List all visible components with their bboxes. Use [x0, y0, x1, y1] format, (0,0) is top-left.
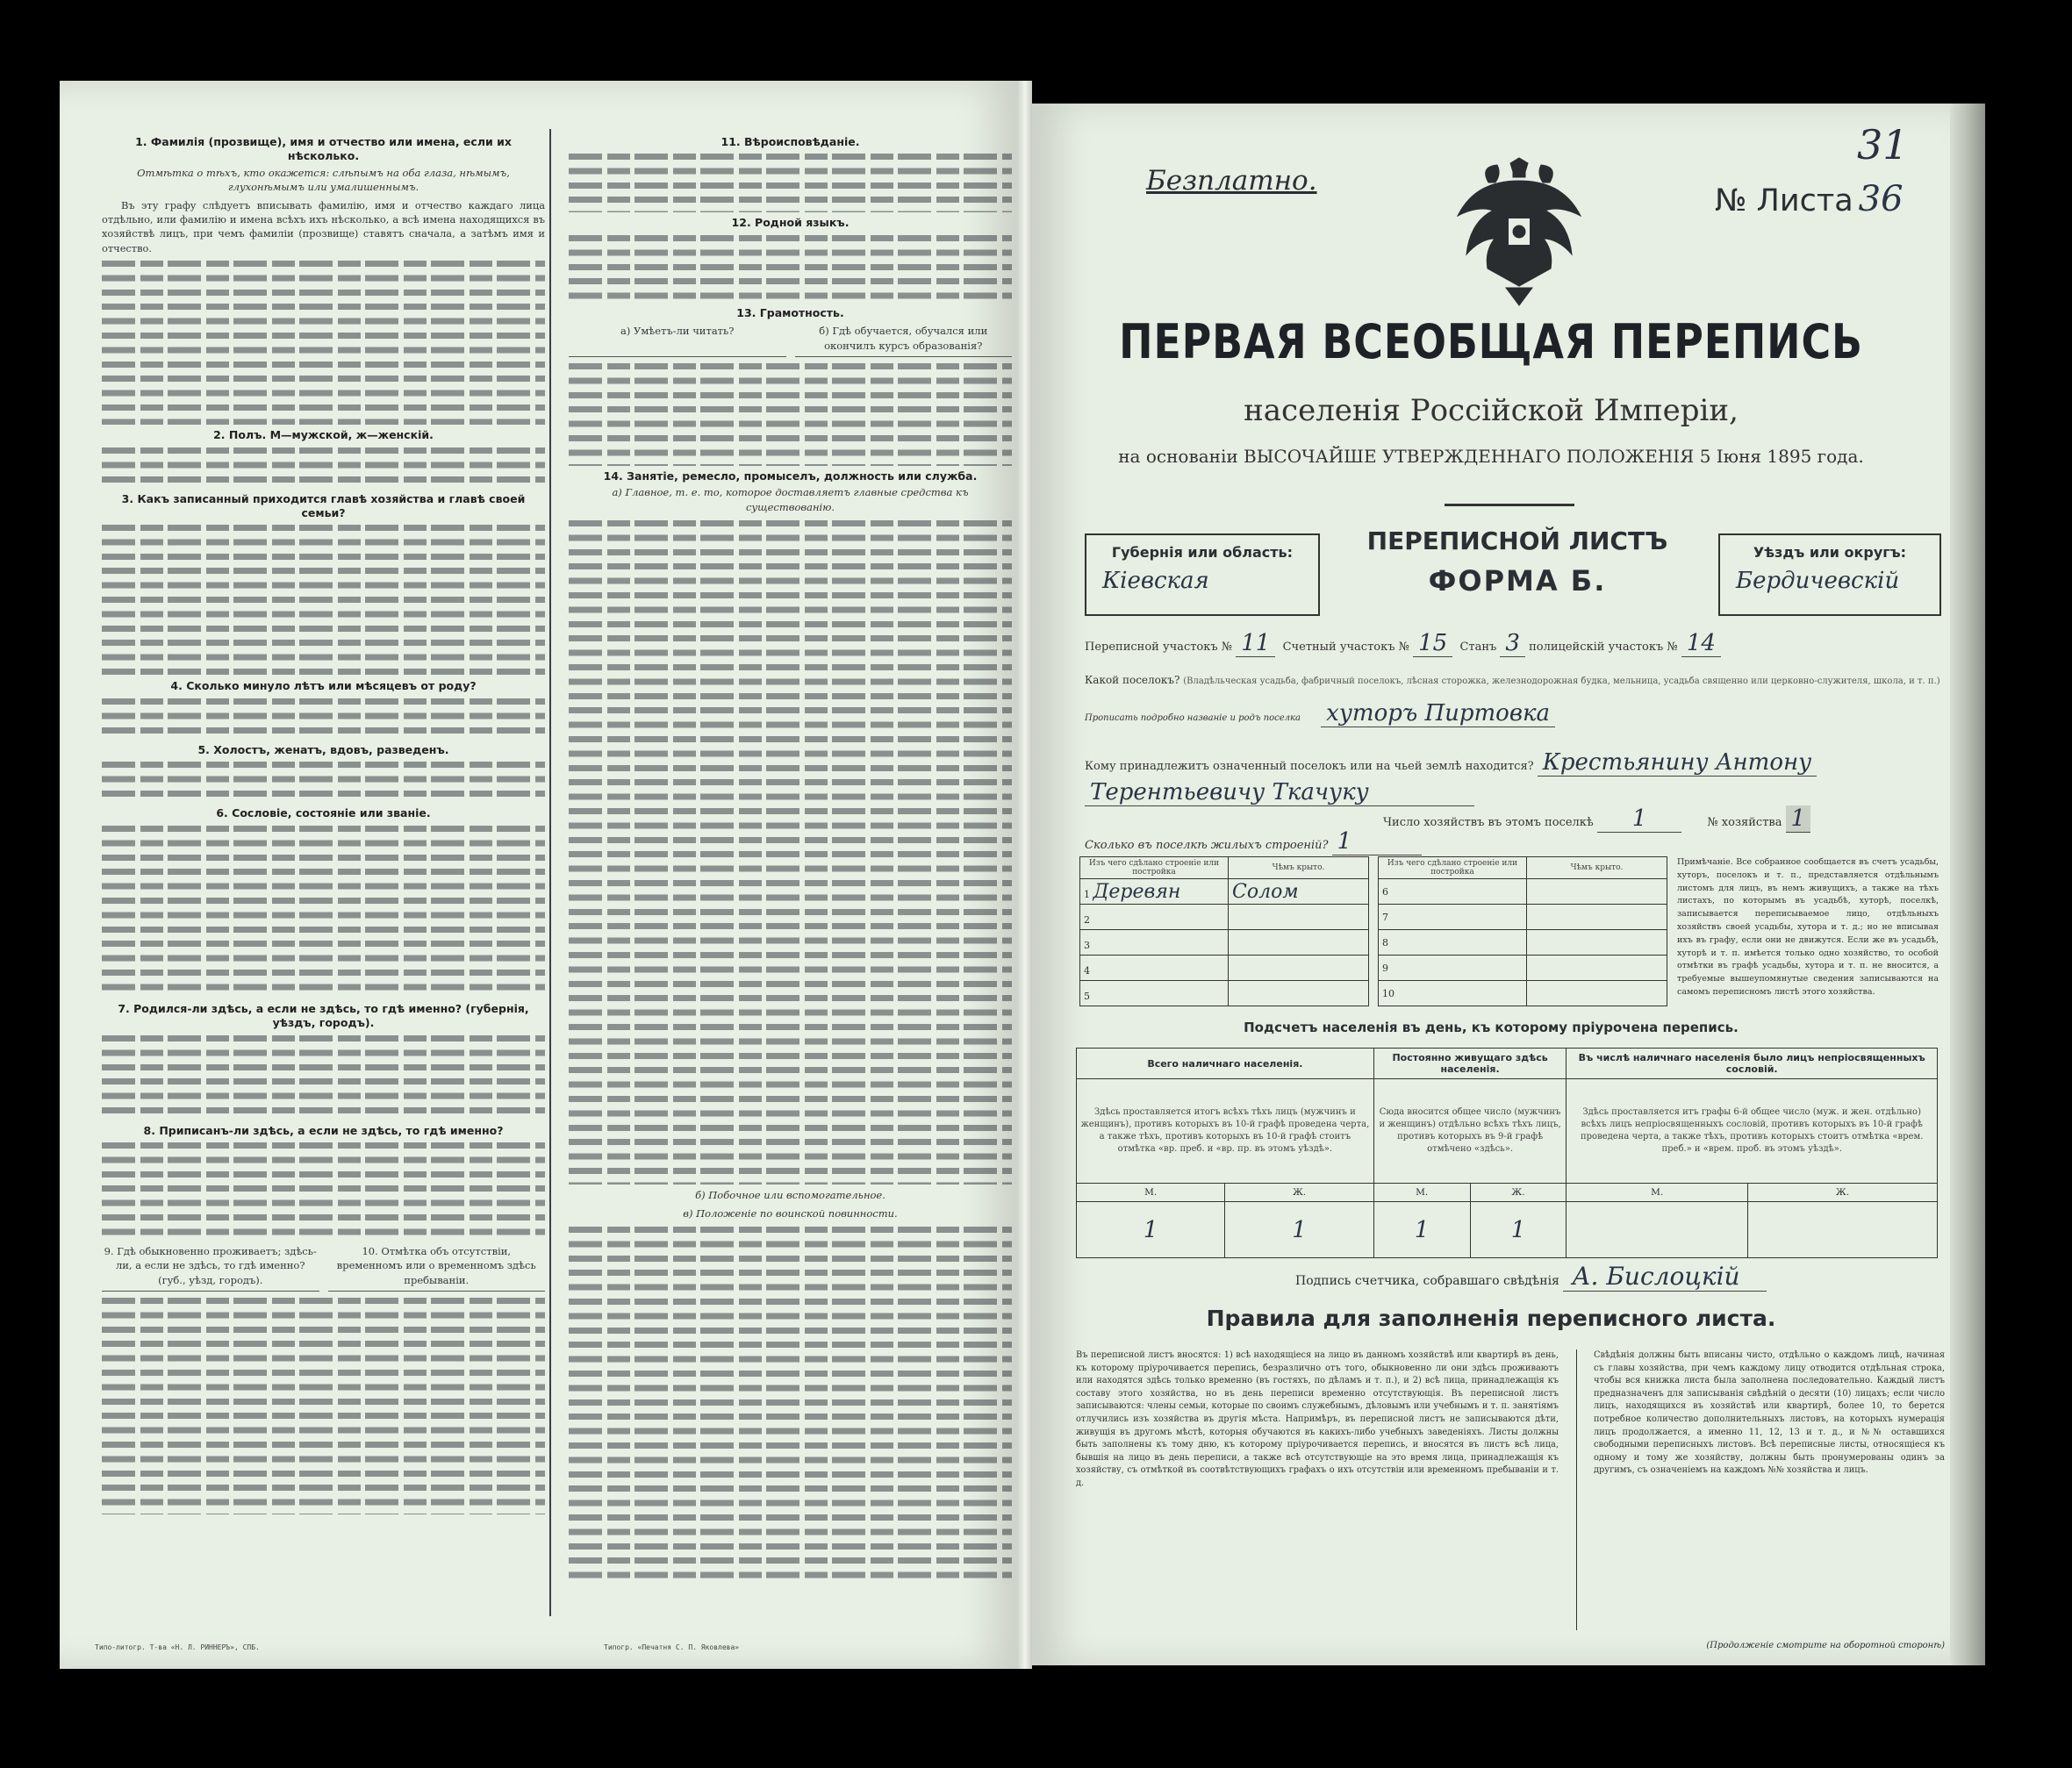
signature-value[interactable]: А. Бислоцкій — [1563, 1262, 1766, 1292]
section-heading: 5. Холостъ, женатъ, вдовъ, разведенъ. — [197, 742, 449, 756]
building-material[interactable] — [1379, 905, 1527, 930]
count-head-permanent: Постоянно живущаго здѣсь населенія. — [1373, 1049, 1567, 1079]
building-roof[interactable] — [1527, 930, 1667, 956]
count-head-other: Въ числѣ наличнаго населенія было лицъ непріосвященныхъ сословій. — [1567, 1049, 1938, 1079]
instruction-text-block — [569, 151, 1012, 212]
building-number: 7 — [1382, 911, 1388, 923]
building-roof[interactable] — [1527, 956, 1667, 981]
settlement-hint-2: Прописать подробно названіе и родъ поселка — [1085, 713, 1301, 723]
form-title: ПЕРЕПИСНОЙ ЛИСТЪ — [1366, 526, 1668, 555]
households-label: Число хозяйствъ въ этомъ поселкѣ — [1383, 816, 1594, 829]
sheet-number-label: № Листа — [1715, 183, 1853, 218]
count-head-total: Всего наличнаго населенія. — [1077, 1049, 1374, 1079]
building-row — [1379, 905, 1667, 930]
building-roof[interactable] — [1527, 879, 1667, 905]
build-col-material: Изъ чего сдѣлано строеніе или постройка — [1080, 857, 1229, 879]
column-divider — [549, 129, 551, 1616]
building-number: 6 — [1382, 885, 1388, 898]
building-row — [1379, 879, 1667, 905]
signature-label: Подпись счетчика, собравшаго свѣдѣнія — [1295, 1274, 1559, 1288]
census-basis: на основаніи ВЫСОЧАЙШЕ УТВЕРЖДЕННАГО ПОЛОЖЕНІЯ 5 Іюня 1895 года. — [1118, 446, 1864, 467]
double-headed-eagle-emblem — [1453, 156, 1585, 310]
building-material[interactable] — [1379, 879, 1527, 905]
instructions-column-2 — [569, 132, 1012, 1587]
instruction-text-block — [569, 518, 1012, 1185]
section-heading: 1. Фамилія (прозвище), имя и отчество или имена, если их нѣсколько. — [135, 135, 512, 163]
owner-value-1[interactable]: Крестьянину Антону — [1538, 749, 1817, 777]
uezd-label: Уѣздъ или округъ: — [1753, 544, 1907, 561]
building-material[interactable] — [1379, 956, 1527, 981]
count-title: Подсчетъ населенія въ день, къ которому пріурочена перепись. — [1244, 1020, 1739, 1035]
buildings-value[interactable]: 1 — [1332, 828, 1423, 855]
count-value[interactable] — [1567, 1202, 1748, 1258]
count-sub-f: Ж. — [1225, 1184, 1373, 1202]
instruction-text-block — [569, 1224, 1012, 1584]
building-row — [1379, 930, 1667, 956]
count-value[interactable] — [1747, 1202, 1937, 1258]
building-material[interactable] — [1080, 981, 1229, 1006]
sheet-number-value: 36 — [1858, 179, 1904, 219]
section-heading: 6. Сословіе, состояніе или званіе. — [216, 806, 431, 820]
title-rule — [1445, 504, 1574, 506]
buildings-label: Сколько въ поселкѣ жилыхъ строеній? — [1085, 839, 1329, 852]
count-desc-total: Здѣсь проставляется итогъ всѣхъ тѣхъ лицъ (мужчинъ и женщинъ), противъ которыхъ въ 10-й графѣ проведена черта, а также тѣхъ, противъ которыхъ въ 10-й графѣ стоитъ отмѣтка «вр. преб. и «вр. пр. въ этомъ уѣздѣ». — [1077, 1079, 1374, 1184]
households-value[interactable]: 1 — [1597, 805, 1682, 833]
settlement-row-2 — [1085, 700, 1927, 727]
section-heading: 3. Какъ записанный приходится главѣ хозяйства и главѣ своей семьи? — [121, 491, 526, 520]
building-roof[interactable]: Солом — [1229, 879, 1369, 905]
instruction-text-block — [102, 445, 545, 489]
owner-row-2 — [1085, 779, 1474, 806]
building-row — [1379, 981, 1667, 1006]
form-heading — [1316, 526, 1718, 598]
building-row — [1379, 956, 1667, 981]
count-sub-f: Ж. — [1470, 1184, 1567, 1202]
building-material[interactable] — [1080, 879, 1229, 905]
counting-district-label: Счетный участокъ № — [1282, 641, 1409, 654]
building-material[interactable] — [1080, 905, 1229, 930]
stan-value[interactable]: 3 — [1500, 630, 1525, 657]
instruction-text-block — [102, 258, 545, 425]
split-heading — [102, 1244, 545, 1292]
buildings-table-left — [1079, 856, 1369, 1006]
build-col-material-2: Изъ чего сдѣлано строеніе или постройка — [1379, 857, 1527, 879]
section-heading: 12. Родной языкъ. — [731, 216, 850, 230]
rules-continued: (Продолженіе смотрите на оборотной сторонѣ) — [1706, 1641, 1945, 1650]
instruction-text-block — [569, 233, 1012, 303]
building-material[interactable] — [1379, 930, 1527, 956]
gubernia-box — [1085, 533, 1320, 616]
count-value[interactable]: 1 — [1470, 1202, 1567, 1258]
building-roof[interactable] — [1229, 905, 1369, 930]
split-heading — [569, 324, 1012, 357]
counting-district-value[interactable]: 15 — [1413, 630, 1452, 657]
census-title: ПЕРВАЯ ВСЕОБЩАЯ ПЕРЕПИСЬ — [1119, 314, 1863, 369]
section-heading: 13. Грамотность. — [736, 305, 844, 319]
count-value[interactable]: 1 — [1225, 1202, 1373, 1258]
instruction-text-block — [102, 1033, 545, 1120]
building-material-value[interactable]: Деревян — [1093, 880, 1181, 903]
split-heading-right: б) Гдѣ обучается, обучался или окончилъ курсъ образованія? — [795, 324, 1013, 357]
building-number: 9 — [1382, 962, 1388, 974]
owner-row — [1085, 749, 1817, 777]
rules-divider — [1576, 1349, 1577, 1630]
census-district-value[interactable]: 11 — [1236, 630, 1275, 657]
district-row — [1085, 630, 1721, 657]
police-district-label: полицейскій участокъ № — [1529, 641, 1678, 654]
building-material[interactable] — [1379, 981, 1527, 1006]
page-stack-edge — [1950, 104, 1985, 1665]
split-heading-left: а) Умѣетъ-ли читать? — [569, 324, 786, 357]
settlement-value[interactable]: хуторъ Пиртовка — [1321, 700, 1555, 727]
signature-row — [1295, 1262, 1767, 1291]
note-side: Примѣчаніе. Все собранное сообщается въ счетъ усадьбы, хуторъ, поселокъ и т. п., представляется отдѣльнымъ листомъ для лицъ, въ немъ живущихъ, а также на тѣхъ листахъ, по которымъ въ усадьбѣ, хуторѣ, поселкѣ, записывается переписываемое лицо, отдѣльныхъ хозяйствъ своей усадьбы, хутора и т. д.; но не вписывая ихъ въ графу, если они не движутся. Если же въ усадьбѣ, хуторѣ и т. п. имѣется только одно хозяйство, то особой отмѣтки въ графѣ усадьбы, хутора и т. п. не вносится, а требуемые вышеупомянутые сведения записываются на самомъ переписномъ листѣ этого хозяйства. — [1677, 857, 1939, 997]
count-sub-f: Ж. — [1747, 1184, 1937, 1202]
household-no-value[interactable]: 1 — [1786, 805, 1811, 833]
section-subheading: Отмѣтка о тѣхъ, кто окажется: слѣпымъ на оба глаза, нѣмымъ, глухонѣмымъ или умалишеннымъ. — [137, 166, 510, 194]
building-number: 4 — [1084, 964, 1090, 977]
printer-imprint-right: Типогр. «Печатня С. П. Яковлева» — [604, 1643, 740, 1651]
building-roof[interactable] — [1229, 930, 1369, 956]
buildings-table-right — [1378, 856, 1667, 1006]
printer-imprint-left: Типо-литогр. Т-ва «Н. Л. РИННЕРЪ», СПБ. — [95, 1643, 260, 1651]
building-number: 10 — [1382, 987, 1394, 999]
building-number: 1 — [1084, 888, 1090, 900]
uezd-value[interactable]: Бердичевскій — [1736, 568, 1900, 594]
instruction-paragraph: Въ эту графу слѣдуетъ вписывать фамилію, имя и отчество каждаго лица отдѣльно, или фамилію и имена всѣхъ ихъ нѣсколько, а всѣ имена находящихся въ хозяйствѣ лицъ, при чемъ фамиліи (прозвище) ставятъ сначала, а затѣмъ имя и отчество. — [102, 198, 545, 254]
count-value[interactable]: 1 — [1373, 1202, 1470, 1258]
household-no-label: № хозяйства — [1707, 816, 1782, 829]
building-roof[interactable] — [1229, 981, 1369, 1006]
right-page — [1032, 104, 1950, 1665]
building-row — [1080, 930, 1369, 956]
instruction-text-block — [102, 1140, 545, 1241]
section-heading: 4. Сколько минуло лѣтъ или мѣсяцевъ от роду? — [170, 679, 477, 693]
free-label: Безплатно. — [1146, 165, 1317, 197]
owner-value-2[interactable]: Терентьевичу Ткачуку — [1085, 779, 1474, 806]
count-sub-m: М. — [1567, 1184, 1748, 1202]
rules-title: Правила для заполненія переписного листа. — [1206, 1306, 1776, 1331]
count-value[interactable]: 1 — [1077, 1202, 1225, 1258]
building-number: 3 — [1084, 939, 1090, 951]
rules-column-1: Въ переписной листъ вносятся: 1) всѣ находящіеся на лицо въ данномъ хозяйствѣ или квартирѣ въ день, къ которому пріурочивается перепись, безразлично отъ того, обыкновенно ли они здѣсь проживаютъ или находятся здѣсь только временно (въ гостяхъ, по дѣламъ и т. п.), и 2) всѣ лица, принадлежащія къ составу этого хозяйства, но въ день переписи временно отсутствующія. Въ переписной листъ записываются: члены семьи, которые по своимъ служебнымъ, дѣловымъ или учебнымъ и т. п. занятіямъ отлучились изъ хозяйства въ другія мѣста. Напримѣръ, въ переписной листъ не записываются дѣти, живущія въ другомъ мѣстѣ, которыя обучаются въ какихъ-либо учебныхъ заведеніяхъ. Листы должны быть заполнены къ тому дню, къ которому пріурочивается перепись, и вносятся въ листъ всѣ лица, бывшія на лицо въ день переписи, а также всѣ отсутствующіе на это время лица, принадлежащія къ хозяйству, съ отмѣткой въ соотвѣтствующихъ графахъ о ихъ отсутствіи или временномъ пребываніи и т. д. — [1076, 1350, 1559, 1488]
building-row — [1080, 956, 1369, 981]
count-sub-m: М. — [1077, 1184, 1225, 1202]
archive-page-number: 31 — [1857, 121, 1909, 168]
form-name: ФОРМА Б. — [1428, 564, 1607, 598]
count-desc-other: Здѣсь проставляется итъ графы 6-й общее число (муж. и жен. отдѣльно) всѣхъ лицъ непріосвященныхъ сословій, противъ которыхъ въ 10-й графѣ проведена черта, а также тѣхъ, противъ которыхъ стоитъ отмѣтка «врем. преб.» и «врем. проб. въ этомъ уѣздѣ». — [1567, 1079, 1938, 1184]
section-heading: 14. Занятіе, ремесло, промыселъ, должность или служба. — [603, 469, 978, 483]
instruction-text-block — [569, 361, 1012, 466]
building-number: 2 — [1084, 913, 1090, 926]
building-roof[interactable] — [1229, 956, 1369, 981]
section-heading: 7. Родился-ли здѣсь, а если не здѣсь, то гдѣ именно? (губернія, уѣздъ, городъ). — [118, 1001, 529, 1030]
instructions-column-1 — [102, 132, 545, 1518]
instruction-text-block — [102, 696, 545, 740]
count-sub-m: М. — [1373, 1184, 1470, 1202]
instruction-text-block — [102, 522, 545, 676]
build-col-roof-2: Чѣмъ крыто. — [1527, 857, 1667, 879]
building-roof[interactable] — [1527, 905, 1667, 930]
settlement-row — [1085, 674, 1940, 686]
population-count-table — [1076, 1048, 1938, 1258]
uezd-box — [1718, 533, 1941, 616]
section-heading: 8. Приписанъ-ли здѣсь, а если не здѣсь, то гдѣ именно? — [143, 1123, 504, 1137]
building-row — [1080, 905, 1369, 930]
police-district-value[interactable]: 14 — [1681, 630, 1721, 657]
section-subheading: б) Побочное или вспомогательное. — [695, 1189, 885, 1202]
sheet-number — [1715, 179, 1904, 219]
book-binding — [1018, 81, 1032, 1669]
split-heading-right: 10. Отмѣтка объ отсутствіи, временномъ или о временномъ здѣсь пребываніи. — [328, 1244, 546, 1292]
building-roof[interactable] — [1527, 981, 1667, 1006]
settlement-hint: (Владѣльческая усадьба, фабричный поселокъ, лѣсная сторожка, железнодорожная будка, мельница, усадьба священно или церковно-служителя, школа, и т. п.) — [1183, 676, 1940, 686]
building-row — [1080, 981, 1369, 1006]
section-subheading: в) Положеніе по воинской повинности. — [683, 1206, 898, 1220]
left-page — [60, 81, 1018, 1669]
buildings-row — [1085, 828, 1422, 855]
instruction-text-block — [102, 1295, 545, 1514]
gubernia-value[interactable]: Кіевская — [1102, 568, 1209, 594]
settlement-question: Какой поселокъ? — [1085, 674, 1180, 686]
building-material[interactable] — [1080, 930, 1229, 956]
census-subtitle: населенія Россійской Имперіи, — [1244, 393, 1739, 428]
section-subheading: а) Главное, т. е. то, которое доставляетъ главные средства къ существованію. — [612, 486, 969, 513]
instruction-text-block — [102, 823, 545, 999]
rules-column-2: Свѣдѣнія должны быть вписаны чисто, отдѣльно о каждомъ лицѣ, начиная съ главы хозяйства, при чемъ каждому лицу отводится отдѣльная строка, чтобы вся книжка листа была заполнена последовательно. Каждый листъ предназначенъ для записыванія свѣдѣній о десяти (10) лицахъ; если число лицъ, находящихся въ хозяйствѣ или квартирѣ, более 10, то берется потребное количество дополнительныхъ листовъ, на которыхъ нумерація лицъ продолжается, а именно 11, 12, 13 и т. д., и №№ оставшихся свободными переписныхъ листовъ. Всѣ переписные листы, относящіеся къ одному и тому же хозяйству, должны быть пронумерованы одинъ за другимъ, съ означеніемъ на каждомъ №№ хозяйства и лицъ. — [1594, 1350, 1945, 1476]
section-heading: 2. Полъ. М—мужской, ж—женскій. — [213, 428, 434, 442]
census-district-label: Переписной участокъ № — [1085, 641, 1233, 654]
building-number: 8 — [1382, 936, 1388, 948]
owner-question: Кому принадлежитъ означенный поселокъ или на чьей землѣ находится? — [1085, 760, 1534, 773]
stan-label: Станъ — [1459, 641, 1497, 654]
building-row — [1080, 879, 1369, 905]
households-row — [1383, 805, 1810, 833]
building-number: 5 — [1084, 990, 1090, 1002]
gubernia-label: Губернія или область: — [1111, 544, 1294, 561]
section-heading: 11. Вѣроисповѣданіе. — [721, 135, 860, 148]
count-desc-permanent: Сюда вносится общее число (мужчинъ и женщинъ) отдѣльно всѣхъ тѣхъ лицъ, противъ которыхъ въ 9-й графѣ отмѣчено «здѣсь». — [1373, 1079, 1567, 1184]
build-col-roof: Чѣмъ крыто. — [1229, 857, 1369, 879]
building-material[interactable] — [1080, 956, 1229, 981]
split-heading-left: 9. Гдѣ обыкновенно проживаетъ; здѣсь-ли, а если не здѣсь, то гдѣ именно? (губ., уѣзд, городъ). — [102, 1244, 319, 1292]
instruction-text-block — [102, 759, 545, 803]
